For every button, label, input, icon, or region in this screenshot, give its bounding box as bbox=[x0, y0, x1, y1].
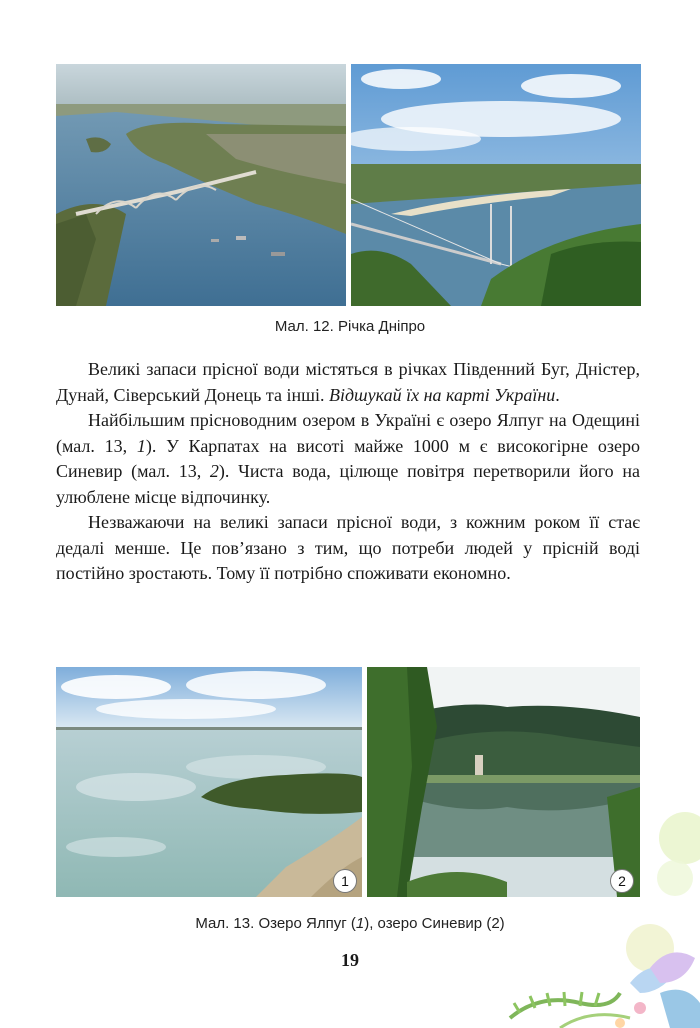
photo-number-1-badge: 1 bbox=[333, 869, 357, 893]
page-number: 19 bbox=[341, 950, 359, 970]
figure-12-caption: Мал. 12. Річка Дніпро bbox=[274, 318, 426, 335]
dnipro-aerial-photo bbox=[56, 64, 346, 306]
figure-13-caption: Мал. 13. Озеро Ялпуг (1), озеро Синевир (2) bbox=[195, 915, 505, 932]
task-text: Відшукай їх на карті України bbox=[328, 384, 556, 405]
lake-yalpuh-photo bbox=[56, 667, 362, 897]
paragraph-1: Великі запаси прісної води містяться в річках Південний Буг, Дністер, Дунай, Сіверський Донець та інші. Відшукай їх на карті України. bbox=[56, 359, 640, 405]
dnipro-bridge-photo bbox=[351, 64, 641, 306]
decorative-flowers-icon bbox=[500, 778, 700, 1028]
paragraph-2: Найбільшим прісноводним озером в Україні є озеро Ялпуг на Одещині (мал. 13, 1). У Карпатах на висоті майже 1000 м є високогірне озеро Синевир (мал. 13, 2). Чиста вода, цілюще повітря перетворили його на улюблене місце відпочинку. bbox=[56, 410, 640, 507]
photo-number-2-badge: 2 bbox=[610, 869, 634, 893]
body-text bbox=[56, 357, 640, 587]
paragraph-3: Незважаючи на великі запаси прісної води, з кожним роком її стає дедалі менше. Це пов’язано з тим, що потреби людей у прісній воді постійно зростають. Тому її потрібно споживати економно. bbox=[56, 512, 640, 583]
